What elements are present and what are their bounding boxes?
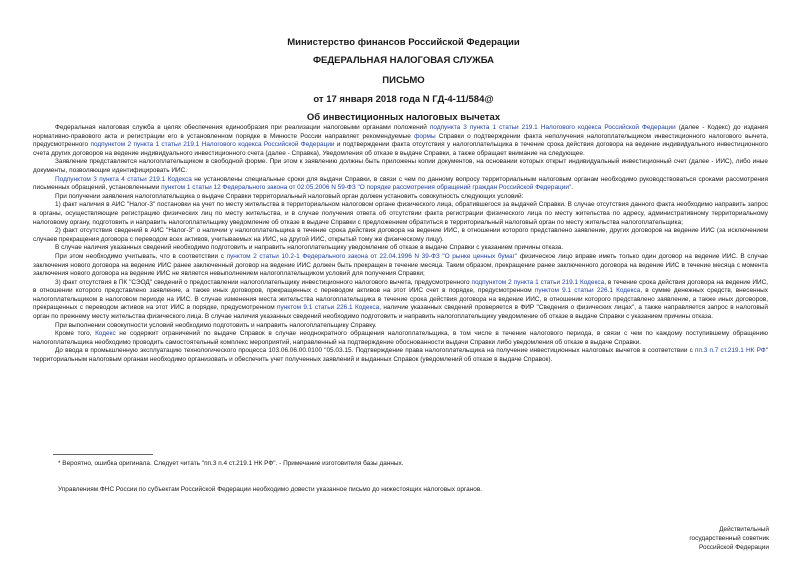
service-title: ФЕДЕРАЛЬНАЯ НАЛОГОВАЯ СЛУЖБА xyxy=(312,55,495,66)
legal-reference-link[interactable]: формы xyxy=(414,132,436,140)
signature-line: государственный советник xyxy=(689,535,769,542)
paragraph-text: . xyxy=(571,184,574,192)
signature-block xyxy=(689,525,769,552)
legal-reference-link[interactable]: подпунктом 2 пункта 1 статьи 219.1 Налогового кодекса Российской Федерации xyxy=(90,141,335,149)
body-paragraph xyxy=(33,330,768,347)
legal-reference-link[interactable]: Кодекс xyxy=(95,330,116,338)
legal-reference-link[interactable]: подпункта 3 пункта 1 статьи 219.1 Налогового кодекса Российской Федерации xyxy=(429,124,676,131)
body-paragraph xyxy=(33,176,768,193)
legal-reference-link[interactable]: подпунктом 2 пункта 1 статьи 219.1 Кодекса xyxy=(471,278,605,286)
paragraph-text: , в течение срока действия договора на ведение ИИС, в отношении которого представлено заявление, а также иных договоров, прекращенных с переводом активов на этот ИИС счет в порядке, предусмотренном xyxy=(33,278,769,295)
doc-date-number: от 17 января 2018 года N ГД-4-11/584@ xyxy=(313,94,494,105)
footnote: * Вероятно, ошибка оригинала. Следует читать "пп.3 п.4 ст.219.1 НК РФ". - Примечание изготовителя базы данных. xyxy=(58,460,404,467)
paragraph-text: В случае наличия указанных сведений необходимо подготовить и направить налогоплательщику уведомление об отказе в выдаче Справки с указанием причины отказа. xyxy=(55,244,564,252)
ministry-title: Министерство финансов Российской Федерации xyxy=(287,37,520,48)
paragraph-text: 1) факт наличия в АИС "Налог-3" постановки на учет по месту жительства в территориальном налоговом органе физического лица, обратившегося за выдачей Справки. В случае отсутствия данного факта необходимо направить запрос в органы, осуществляющие регистрацию физических лиц по месту жительства, и в случае получения ответа об отсутствии факта регистрации физического лица по месту жительства по адресу, административному территориальному налоговому органу, подготовить и направить налогоплательщику уведомление об отказе в выдаче Справки с предложением обратиться в территориальный налоговый орган по месту жительства налогоплательщика; xyxy=(33,201,768,226)
letter-body xyxy=(33,124,768,365)
legal-reference-link[interactable]: пунктом 9.1 статьи 226.1 Кодекса xyxy=(534,287,641,295)
doc-subject: Об инвестиционных налоговых вычетах xyxy=(306,112,501,123)
paragraph-text: При выполнении совокупности условий необходимо подготовить и направить налогоплательщику Справку. xyxy=(55,321,377,329)
footnote-separator xyxy=(53,454,153,455)
paragraph-text: (далее - Кодекс) до издания нормативно-правового акта и регистрации его в установленном порядке в Минюсте России направляет рекомендуемые xyxy=(33,124,768,140)
legal-reference-link[interactable]: Подпунктом 3 пункта 4 статьи 219.1 Кодекса xyxy=(55,175,192,183)
doc-type: ПИСЬМО xyxy=(382,75,425,86)
paragraph-text: Кроме того, xyxy=(55,330,96,338)
body-paragraph xyxy=(33,347,768,364)
paragraph-text: и подтверждении факта отсутствия у налогоплательщика в течение срока действия договора на ведение индивидуального инвестиционного счета других договоров на ведение индивидуального инвестиционного счета (далее - Справка), Уведомления об отказе в выдаче Справки, а также обращает внимание на следующее. xyxy=(33,141,768,157)
paragraph-text: При этом необходимо учитывать, что в соответствии с xyxy=(55,252,227,260)
signature-line: Действительный xyxy=(719,526,769,533)
paragraph-text: 2) факт отсутствия сведений в АИС "Налог-3" о наличии у налогоплательщика в течение срока действия договора на ведение ИИС, в отношении которого представлено заявление, других договоров на ведение ИИС (за исключением случаев прекращения договора с переводом всех активов, учитываемых на ИИС, на другой ИИС, открытый тому же физическому лицу). xyxy=(33,227,768,243)
paragraph-text: физическое лицо вправе иметь только один договор на ведение ИИС. В случае заключения нового договора на ведение ИИС ранее заключенный договор на ведение ИИС должен быть прекращен в течение месяца. Таким образом, прекращение ранее заключенного договора на ведение ИИС в течение месяца с момента заключения нового договора на ведение ИИС не является невыполнением налогоплательщиком условий для получения Справки; xyxy=(33,252,768,278)
paragraph-text: 3) факт отсутствия в ПК "СЭОД" сведений о предоставлении налогоплательщику инвестиционного налогового вычета, предусмотренного xyxy=(55,278,472,286)
paragraph-text: не установлены специальные сроки для выдачи Справки, в связи с чем по данному вопросу территориальным налоговым органам необходимо руководствоваться сроками рассмотрения письменных обращений, установленными xyxy=(33,175,768,192)
paragraph-text: " территориальным налоговым органам необходимо организовать и обеспечить учет полученных заявлений и выданных Справок (уведомлений об отказе в выдаче Справок). xyxy=(33,347,768,364)
body-paragraph xyxy=(33,158,768,175)
closing-paragraph: Управлениям ФНС России по субъектам Российской Федерации необходимо довести указанное письмо до нижестоящих налоговых органов. xyxy=(58,486,483,493)
paragraph-text: При получении заявления налогоплательщика о выдаче Справки территориальный налоговый орган должен установить совокупность следующих условий: xyxy=(55,192,524,200)
legal-reference-link[interactable]: пунктом 1 статьи 12 Федерального закона от 02.05.2006 N 59-ФЗ "О порядке рассмотрения обращений граждан Российской Федерации" xyxy=(161,184,572,192)
body-paragraph xyxy=(33,227,768,244)
signature-line: Российской Федерации xyxy=(698,544,769,551)
paragraph-text: Справки о подтверждении факта неполучения налогоплательщиком инвестиционного налогового вычета, предусмотренного xyxy=(33,132,768,149)
legal-reference-link[interactable]: пунктом 9.1 статьи 226.1 Кодекса xyxy=(277,304,380,312)
paragraph-text: Федеральная налоговая служба в целях обеспечения единообразия при реализации налоговыми органами положений xyxy=(55,124,430,131)
legal-reference-link[interactable]: пунктом 2 статьи 10.2-1 Федерального закона от 22.04.1996 N 39-ФЗ "О рынке ценных бумаг" xyxy=(226,252,518,260)
paragraph-text: До ввода в промышленную эксплуатацию технологического процесса 103.06.06.00.0100 "05.03.15. Подтверждение права налогоплательщика на получение инвестиционных налоговых вычетов в соответствии с xyxy=(55,347,696,355)
paragraph-text: не содержит ограничений по выдаче Справок в случае неоднократного обращения налогоплательщика, в том числе в течение налогового периода, в связи с чем по каждому поступившему обращению налогоплательщика необходимо проводить самостоятельный комплекс мероприятий, направленный на подтверждение обоснованности выдачи Справки либо уведомления об отказе в выдаче Справки. xyxy=(33,330,768,346)
paragraph-text: , в сумме денежных средств, внесенных налогоплательщиком в налоговом периоде на ИИС. В случае изменения места жительства налогоплательщика в течение срока действия договора на ведение ИИС, в отношении которого представлено заявление, а также иных договоров, прекращенных с переводом активов на этот ИИС в порядке, предусмотренном xyxy=(33,287,769,312)
body-paragraph xyxy=(33,279,768,322)
body-paragraph xyxy=(33,322,768,331)
body-paragraph xyxy=(33,244,768,253)
paragraph-text: , наличие указанных сведений проверяется в ФИР "Сведения о физических лицах", а также направляется запрос в налоговый орган по прежнему месту жительства физического лица. В случае наличия указанных сведений необходимо подготовить и направить налогоплательщику уведомление об отказе в выдаче Справки с указанием причины отказа. xyxy=(33,304,768,321)
paragraph-text: Заявление представляется налогоплательщиком в свободной форме. При этом к заявлению должны быть приложены копии документов, на основании которых открыт индивидуальный инвестиционный счет (далее - ИИС), либо иные документы, позволяющие идентифицировать ИИС. xyxy=(33,158,768,174)
body-paragraph xyxy=(33,201,768,227)
legal-reference-link[interactable]: пп.3 п.7 ст.219.1 НК РФ xyxy=(695,347,766,355)
body-paragraph xyxy=(33,253,768,279)
body-paragraph xyxy=(33,124,768,158)
